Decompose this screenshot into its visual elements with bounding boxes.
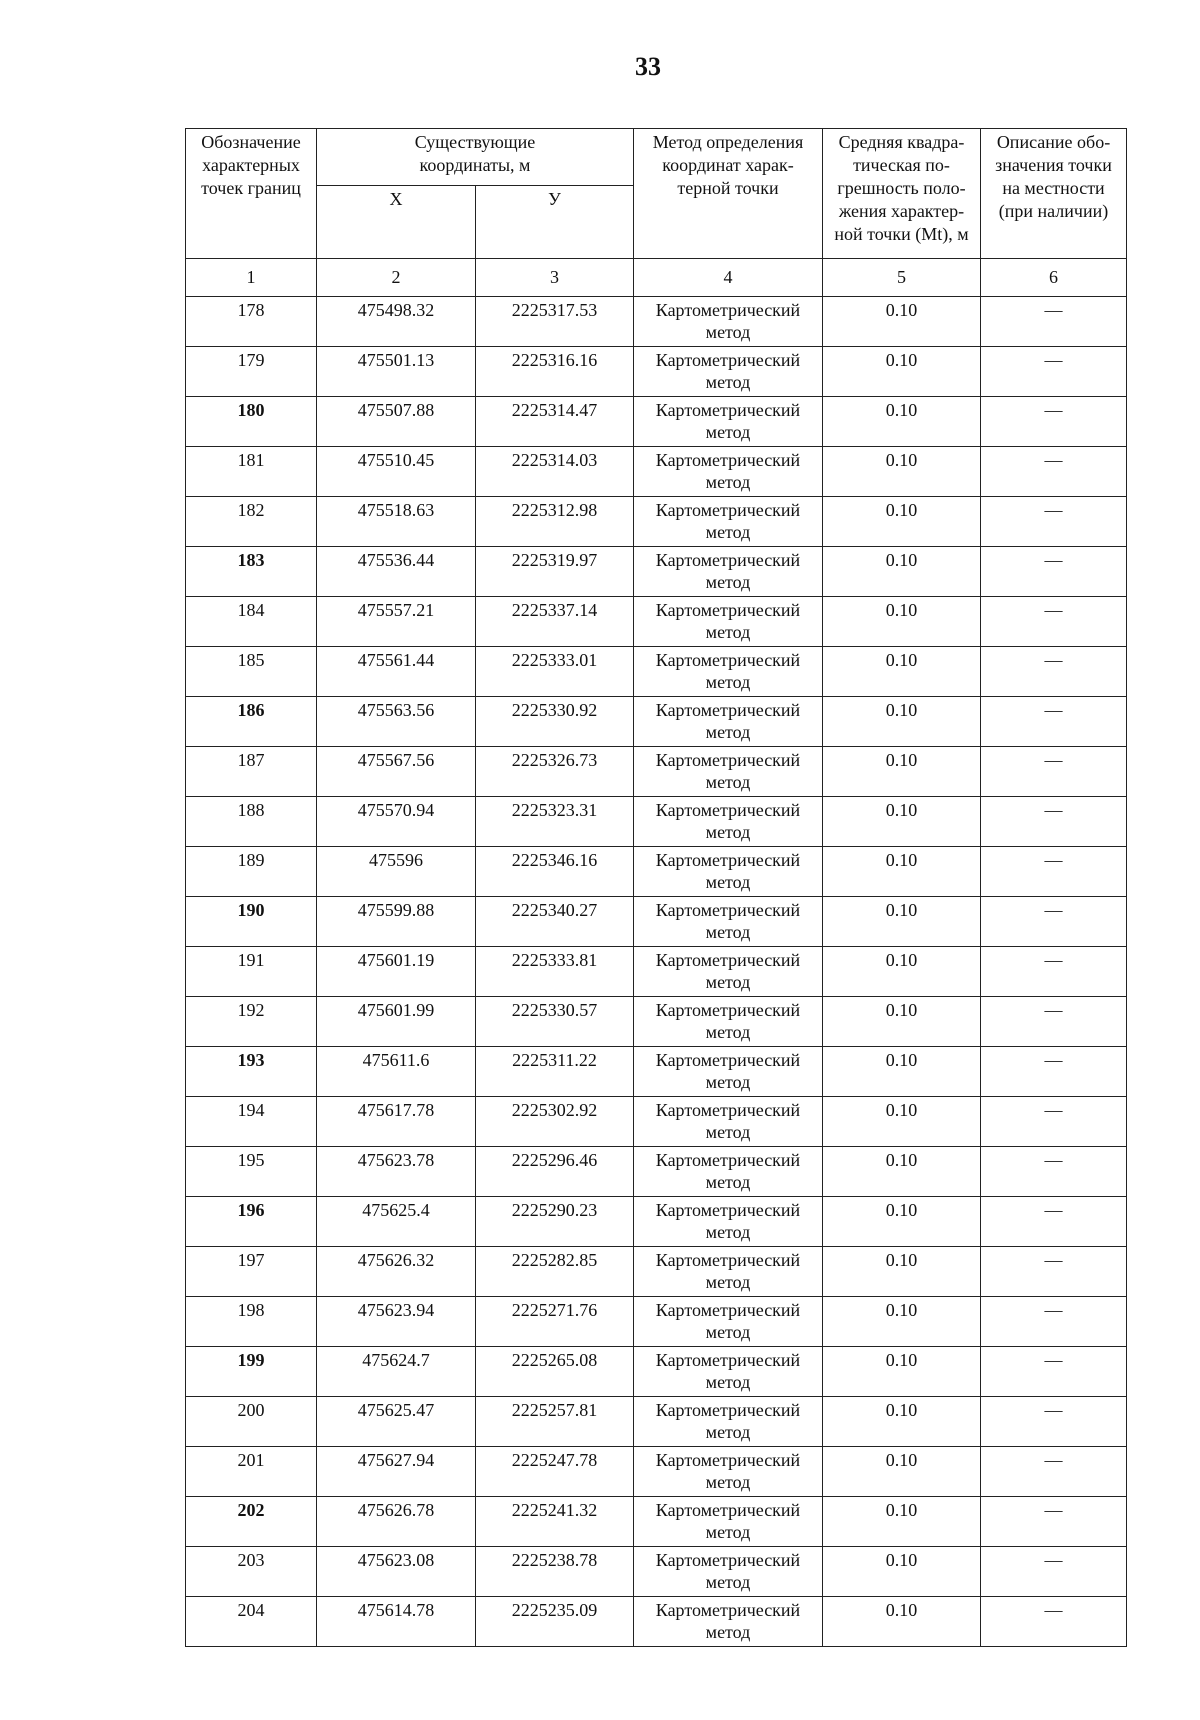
cell-description bbox=[981, 547, 1127, 597]
cell-coordinate-y: 2225326.73 bbox=[476, 747, 634, 797]
cell-description bbox=[981, 397, 1127, 447]
cell-description bbox=[981, 1497, 1127, 1547]
cell-description bbox=[981, 647, 1127, 697]
cell-method: Картометрический метод bbox=[634, 1097, 823, 1147]
cell-method: Картометрический метод bbox=[634, 297, 823, 347]
cell-coordinate-x: 475536.44 bbox=[317, 547, 476, 597]
cell-coordinate-x: 475626.32 bbox=[317, 1247, 476, 1297]
table-row bbox=[186, 447, 1127, 497]
table-row bbox=[186, 947, 1127, 997]
cell-point-number: 178 bbox=[186, 297, 317, 347]
cell-point-number: 185 bbox=[186, 647, 317, 697]
table-row bbox=[186, 697, 1127, 747]
dash-mark: — bbox=[1044, 750, 1063, 770]
cell-description bbox=[981, 1047, 1127, 1097]
table-row bbox=[186, 847, 1127, 897]
cell-coordinate-x: 475601.19 bbox=[317, 947, 476, 997]
table-row bbox=[186, 347, 1127, 397]
cell-method: Картометрический метод bbox=[634, 997, 823, 1047]
cell-mean-square-error: 0.10 bbox=[823, 447, 981, 497]
cell-coordinate-x: 475617.78 bbox=[317, 1097, 476, 1147]
dash-mark: — bbox=[1044, 1400, 1063, 1420]
table-row bbox=[186, 1347, 1127, 1397]
cell-coordinate-y: 2225316.16 bbox=[476, 347, 634, 397]
cell-mean-square-error: 0.10 bbox=[823, 1297, 981, 1347]
header-point-description: Описание обо- значения точки на местности (при наличии) bbox=[981, 129, 1127, 259]
cell-coordinate-y: 2225323.31 bbox=[476, 797, 634, 847]
cell-description bbox=[981, 347, 1127, 397]
coordinates-table-wrapper bbox=[185, 128, 1126, 1647]
cell-coordinate-y: 2225311.22 bbox=[476, 1047, 634, 1097]
cell-point-number: 187 bbox=[186, 747, 317, 797]
cell-description bbox=[981, 847, 1127, 897]
table-row bbox=[186, 1547, 1127, 1597]
cell-mean-square-error: 0.10 bbox=[823, 1047, 981, 1097]
header-point-designation: Обозначение характерных точек границ bbox=[186, 129, 317, 259]
dash-mark: — bbox=[1044, 300, 1063, 320]
cell-point-number: 181 bbox=[186, 447, 317, 497]
dash-mark: — bbox=[1044, 950, 1063, 970]
cell-method: Картометрический метод bbox=[634, 1297, 823, 1347]
table-row bbox=[186, 1497, 1127, 1547]
cell-coordinate-x: 475623.08 bbox=[317, 1547, 476, 1597]
cell-mean-square-error: 0.10 bbox=[823, 1497, 981, 1547]
cell-point-number: 183 bbox=[186, 547, 317, 597]
cell-mean-square-error: 0.10 bbox=[823, 897, 981, 947]
cell-method: Картометрический метод bbox=[634, 1347, 823, 1397]
cell-point-number: 202 bbox=[186, 1497, 317, 1547]
cell-coordinate-x: 475510.45 bbox=[317, 447, 476, 497]
cell-point-number: 199 bbox=[186, 1347, 317, 1397]
cell-coordinate-x: 475626.78 bbox=[317, 1497, 476, 1547]
dash-mark: — bbox=[1044, 600, 1063, 620]
table-row bbox=[186, 1047, 1127, 1097]
cell-mean-square-error: 0.10 bbox=[823, 1197, 981, 1247]
cell-description bbox=[981, 1397, 1127, 1447]
dash-mark: — bbox=[1044, 700, 1063, 720]
table-row bbox=[186, 1597, 1127, 1647]
cell-method: Картометрический метод bbox=[634, 547, 823, 597]
column-number: 6 bbox=[981, 259, 1127, 297]
dash-mark: — bbox=[1044, 1250, 1063, 1270]
cell-method: Картометрический метод bbox=[634, 697, 823, 747]
coordinates-table bbox=[185, 128, 1127, 1647]
table-row bbox=[186, 1397, 1127, 1447]
cell-coordinate-y: 2225235.09 bbox=[476, 1597, 634, 1647]
dash-mark: — bbox=[1044, 900, 1063, 920]
cell-point-number: 180 bbox=[186, 397, 317, 447]
cell-description bbox=[981, 1247, 1127, 1297]
cell-point-number: 193 bbox=[186, 1047, 317, 1097]
cell-method: Картометрический метод bbox=[634, 397, 823, 447]
dash-mark: — bbox=[1044, 800, 1063, 820]
dash-mark: — bbox=[1044, 1150, 1063, 1170]
cell-mean-square-error: 0.10 bbox=[823, 847, 981, 897]
dash-mark: — bbox=[1044, 850, 1063, 870]
cell-coordinate-y: 2225319.97 bbox=[476, 547, 634, 597]
header-existing-coordinates: Существующие координаты, м bbox=[317, 129, 634, 186]
dash-mark: — bbox=[1044, 1550, 1063, 1570]
cell-description bbox=[981, 697, 1127, 747]
cell-description bbox=[981, 1597, 1127, 1647]
cell-coordinate-y: 2225238.78 bbox=[476, 1547, 634, 1597]
cell-point-number: 184 bbox=[186, 597, 317, 647]
table-row bbox=[186, 597, 1127, 647]
dash-mark: — bbox=[1044, 1300, 1063, 1320]
column-number-row bbox=[186, 259, 1127, 297]
cell-method: Картометрический метод bbox=[634, 1147, 823, 1197]
dash-mark: — bbox=[1044, 1500, 1063, 1520]
cell-mean-square-error: 0.10 bbox=[823, 397, 981, 447]
cell-mean-square-error: 0.10 bbox=[823, 947, 981, 997]
cell-description bbox=[981, 1097, 1127, 1147]
cell-description bbox=[981, 447, 1127, 497]
cell-point-number: 186 bbox=[186, 697, 317, 747]
cell-description bbox=[981, 497, 1127, 547]
cell-point-number: 197 bbox=[186, 1247, 317, 1297]
cell-method: Картометрический метод bbox=[634, 497, 823, 547]
cell-method: Картометрический метод bbox=[634, 647, 823, 697]
cell-coordinate-x: 475625.47 bbox=[317, 1397, 476, 1447]
header-mean-square-error: Средняя квадра- тическая по- грешность поло- жения характер- ной точки (Mt), м bbox=[823, 129, 981, 259]
cell-point-number: 190 bbox=[186, 897, 317, 947]
cell-mean-square-error: 0.10 bbox=[823, 547, 981, 597]
cell-method: Картометрический метод bbox=[634, 797, 823, 847]
cell-coordinate-x: 475507.88 bbox=[317, 397, 476, 447]
cell-coordinate-y: 2225241.32 bbox=[476, 1497, 634, 1547]
header-x: Х bbox=[317, 186, 476, 259]
cell-mean-square-error: 0.10 bbox=[823, 697, 981, 747]
table-row bbox=[186, 297, 1127, 347]
cell-method: Картометрический метод bbox=[634, 847, 823, 897]
cell-coordinate-y: 2225302.92 bbox=[476, 1097, 634, 1147]
cell-method: Картометрический метод bbox=[634, 747, 823, 797]
cell-mean-square-error: 0.10 bbox=[823, 1597, 981, 1647]
cell-description bbox=[981, 947, 1127, 997]
cell-coordinate-x: 475611.6 bbox=[317, 1047, 476, 1097]
header-y: У bbox=[476, 186, 634, 259]
dash-mark: — bbox=[1044, 1050, 1063, 1070]
cell-method: Картометрический метод bbox=[634, 1597, 823, 1647]
cell-mean-square-error: 0.10 bbox=[823, 1447, 981, 1497]
dash-mark: — bbox=[1044, 1100, 1063, 1120]
cell-coordinate-y: 2225312.98 bbox=[476, 497, 634, 547]
cell-mean-square-error: 0.10 bbox=[823, 497, 981, 547]
cell-method: Картометрический метод bbox=[634, 1047, 823, 1097]
header-method: Метод определения координат харак- терной точки bbox=[634, 129, 823, 259]
table-row bbox=[186, 547, 1127, 597]
dash-mark: — bbox=[1044, 400, 1063, 420]
cell-coordinate-x: 475614.78 bbox=[317, 1597, 476, 1647]
page-number: 33 bbox=[635, 52, 661, 81]
cell-coordinate-y: 2225265.08 bbox=[476, 1347, 634, 1397]
cell-point-number: 196 bbox=[186, 1197, 317, 1247]
cell-mean-square-error: 0.10 bbox=[823, 1397, 981, 1447]
cell-point-number: 182 bbox=[186, 497, 317, 547]
cell-coordinate-y: 2225330.57 bbox=[476, 997, 634, 1047]
cell-coordinate-x: 475557.21 bbox=[317, 597, 476, 647]
table-row bbox=[186, 647, 1127, 697]
cell-coordinate-x: 475624.7 bbox=[317, 1347, 476, 1397]
dash-mark: — bbox=[1044, 650, 1063, 670]
table-row bbox=[186, 897, 1127, 947]
dash-mark: — bbox=[1044, 350, 1063, 370]
cell-coordinate-x: 475599.88 bbox=[317, 897, 476, 947]
cell-mean-square-error: 0.10 bbox=[823, 797, 981, 847]
cell-description bbox=[981, 1447, 1127, 1497]
column-number: 4 bbox=[634, 259, 823, 297]
cell-coordinate-x: 475627.94 bbox=[317, 1447, 476, 1497]
cell-coordinate-x: 475570.94 bbox=[317, 797, 476, 847]
cell-coordinate-x: 475498.32 bbox=[317, 297, 476, 347]
dash-mark: — bbox=[1044, 500, 1063, 520]
cell-description bbox=[981, 597, 1127, 647]
table-row bbox=[186, 1097, 1127, 1147]
cell-point-number: 179 bbox=[186, 347, 317, 397]
cell-point-number: 198 bbox=[186, 1297, 317, 1347]
cell-mean-square-error: 0.10 bbox=[823, 1147, 981, 1197]
cell-coordinate-x: 475561.44 bbox=[317, 647, 476, 697]
cell-description bbox=[981, 797, 1127, 847]
cell-coordinate-y: 2225290.23 bbox=[476, 1197, 634, 1247]
cell-coordinate-y: 2225346.16 bbox=[476, 847, 634, 897]
table-row bbox=[186, 1147, 1127, 1197]
cell-mean-square-error: 0.10 bbox=[823, 1247, 981, 1297]
cell-method: Картометрический метод bbox=[634, 897, 823, 947]
cell-point-number: 188 bbox=[186, 797, 317, 847]
cell-coordinate-x: 475623.78 bbox=[317, 1147, 476, 1197]
cell-description bbox=[981, 1547, 1127, 1597]
cell-method: Картометрический метод bbox=[634, 1397, 823, 1447]
dash-mark: — bbox=[1044, 1000, 1063, 1020]
cell-point-number: 201 bbox=[186, 1447, 317, 1497]
cell-method: Картометрический метод bbox=[634, 1197, 823, 1247]
cell-coordinate-y: 2225271.76 bbox=[476, 1297, 634, 1347]
cell-coordinate-y: 2225314.03 bbox=[476, 447, 634, 497]
cell-coordinate-y: 2225257.81 bbox=[476, 1397, 634, 1447]
cell-mean-square-error: 0.10 bbox=[823, 997, 981, 1047]
cell-mean-square-error: 0.10 bbox=[823, 1547, 981, 1597]
table-row bbox=[186, 747, 1127, 797]
column-number: 5 bbox=[823, 259, 981, 297]
cell-coordinate-y: 2225296.46 bbox=[476, 1147, 634, 1197]
cell-description bbox=[981, 997, 1127, 1047]
cell-description bbox=[981, 1197, 1127, 1247]
cell-coordinate-x: 475601.99 bbox=[317, 997, 476, 1047]
cell-mean-square-error: 0.10 bbox=[823, 747, 981, 797]
cell-coordinate-x: 475563.56 bbox=[317, 697, 476, 747]
cell-mean-square-error: 0.10 bbox=[823, 647, 981, 697]
cell-description bbox=[981, 1347, 1127, 1397]
cell-method: Картометрический метод bbox=[634, 1497, 823, 1547]
cell-coordinate-y: 2225337.14 bbox=[476, 597, 634, 647]
dash-mark: — bbox=[1044, 1450, 1063, 1470]
cell-point-number: 200 bbox=[186, 1397, 317, 1447]
cell-coordinate-x: 475625.4 bbox=[317, 1197, 476, 1247]
cell-point-number: 194 bbox=[186, 1097, 317, 1147]
cell-description bbox=[981, 747, 1127, 797]
cell-method: Картометрический метод bbox=[634, 447, 823, 497]
cell-coordinate-x: 475567.56 bbox=[317, 747, 476, 797]
table-header bbox=[186, 129, 1127, 297]
cell-mean-square-error: 0.10 bbox=[823, 597, 981, 647]
cell-mean-square-error: 0.10 bbox=[823, 1347, 981, 1397]
cell-description bbox=[981, 897, 1127, 947]
cell-coordinate-y: 2225333.01 bbox=[476, 647, 634, 697]
cell-point-number: 191 bbox=[186, 947, 317, 997]
cell-coordinate-y: 2225330.92 bbox=[476, 697, 634, 747]
cell-method: Картометрический метод bbox=[634, 1247, 823, 1297]
dash-mark: — bbox=[1044, 1600, 1063, 1620]
cell-coordinate-x: 475623.94 bbox=[317, 1297, 476, 1347]
dash-mark: — bbox=[1044, 1350, 1063, 1370]
cell-coordinate-y: 2225247.78 bbox=[476, 1447, 634, 1497]
table-row bbox=[186, 1247, 1127, 1297]
table-row bbox=[186, 497, 1127, 547]
cell-point-number: 204 bbox=[186, 1597, 317, 1647]
cell-method: Картометрический метод bbox=[634, 347, 823, 397]
cell-mean-square-error: 0.10 bbox=[823, 297, 981, 347]
table-row bbox=[186, 1297, 1127, 1347]
cell-point-number: 195 bbox=[186, 1147, 317, 1197]
cell-point-number: 192 bbox=[186, 997, 317, 1047]
cell-coordinate-y: 2225282.85 bbox=[476, 1247, 634, 1297]
cell-coordinate-y: 2225333.81 bbox=[476, 947, 634, 997]
table-row bbox=[186, 797, 1127, 847]
cell-coordinate-y: 2225340.27 bbox=[476, 897, 634, 947]
table-body bbox=[186, 297, 1127, 1647]
table-row bbox=[186, 397, 1127, 447]
dash-mark: — bbox=[1044, 450, 1063, 470]
dash-mark: — bbox=[1044, 1200, 1063, 1220]
table-row bbox=[186, 1197, 1127, 1247]
cell-method: Картометрический метод bbox=[634, 947, 823, 997]
cell-description bbox=[981, 1147, 1127, 1197]
table-row bbox=[186, 997, 1127, 1047]
cell-coordinate-y: 2225314.47 bbox=[476, 397, 634, 447]
cell-coordinate-x: 475596 bbox=[317, 847, 476, 897]
cell-point-number: 189 bbox=[186, 847, 317, 897]
cell-method: Картометрический метод bbox=[634, 1447, 823, 1497]
cell-description bbox=[981, 1297, 1127, 1347]
cell-coordinate-y: 2225317.53 bbox=[476, 297, 634, 347]
column-number: 1 bbox=[186, 259, 317, 297]
dash-mark: — bbox=[1044, 550, 1063, 570]
cell-coordinate-x: 475501.13 bbox=[317, 347, 476, 397]
cell-mean-square-error: 0.10 bbox=[823, 347, 981, 397]
table-row bbox=[186, 1447, 1127, 1497]
column-number: 3 bbox=[476, 259, 634, 297]
cell-mean-square-error: 0.10 bbox=[823, 1097, 981, 1147]
cell-coordinate-x: 475518.63 bbox=[317, 497, 476, 547]
cell-point-number: 203 bbox=[186, 1547, 317, 1597]
cell-description bbox=[981, 297, 1127, 347]
cell-method: Картометрический метод bbox=[634, 1547, 823, 1597]
column-number: 2 bbox=[317, 259, 476, 297]
cell-method: Картометрический метод bbox=[634, 597, 823, 647]
